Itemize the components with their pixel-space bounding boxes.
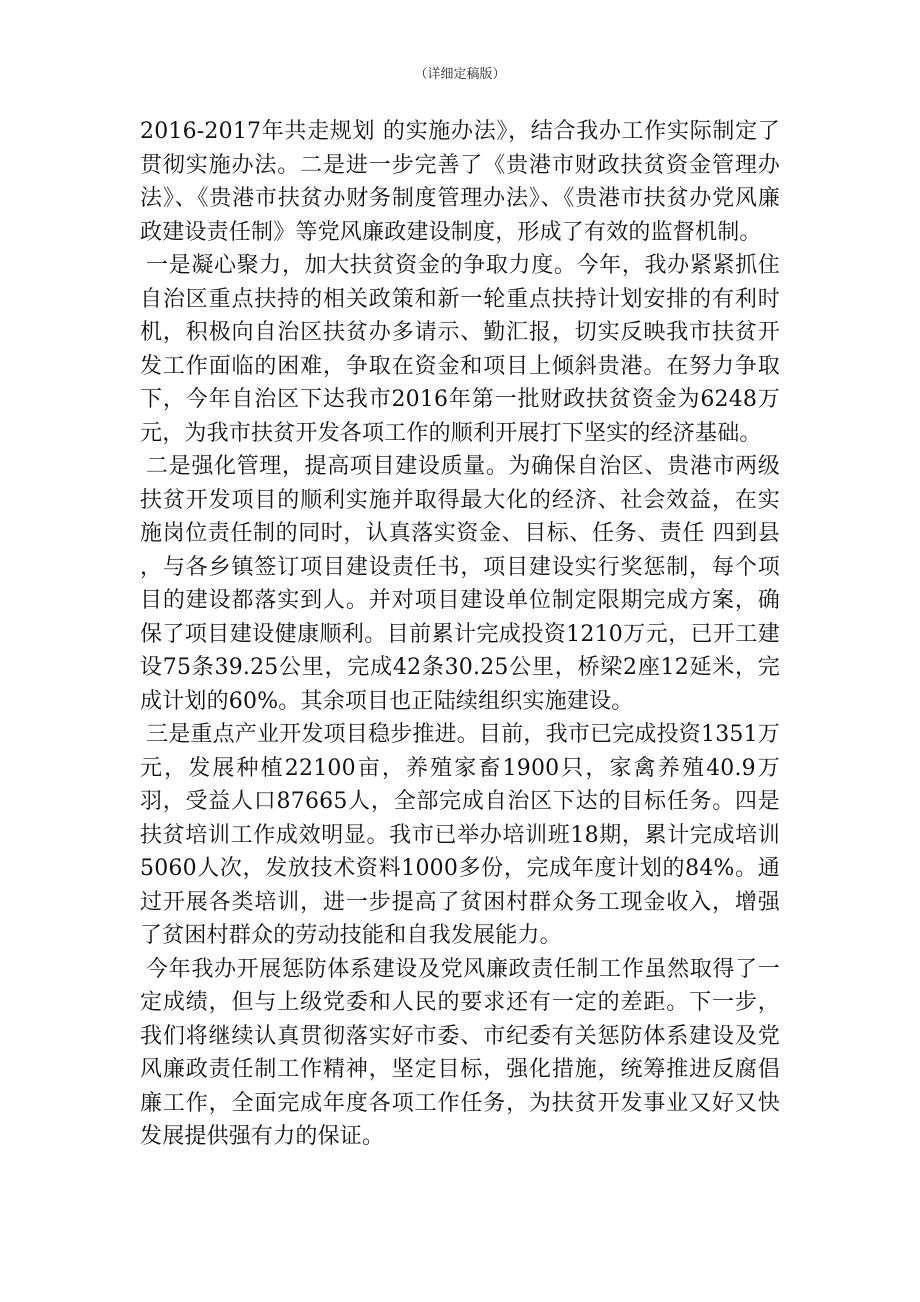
header-note: （详细定稿版）	[414, 67, 506, 82]
document-body	[140, 115, 780, 1154]
paragraph-5: 今年我办开展惩防体系建设及党风廉政责任制工作虽然取得了一定成绩，但与上级党委和人民的要求还有一定的差距。下一步，我们将继续认真贯彻落实好市委、市纪委有关惩防体系建设及党风廉政责任制工作精神，坚定目标，强化措施，统筹推进反腐倡廉工作，全面完成年度各项工作任务，为扶贫开发事业又好又快发展提供强有力的保证。	[140, 956, 780, 1149]
paragraph-1: 2016-2017年共走规划 的实施办法》，结合我办工作实际制定了贯彻实施办法。二是进一步完善了《贵港市财政扶贫资金管理办法》、《贵港市扶贫办财务制度管理办法》、《贵港市扶贫办党风廉政建设责任制》等党风廉政建设制度，形成了有效的监督机制。	[140, 119, 780, 245]
paragraph-4: 三是重点产业开发项目稳步推进。目前，我市已完成投资1351万元，发展种植22100亩，养殖家畜1900只，家禽养殖40.9万羽，受益人口87665人，全部完成自治区下达的目标任务。四是扶贫培训工作成效明显。我市已举办培训班18期，累计完成培训5060人次，发放技术资料1000多份，完成年度计划的84%。通过开展各类培训，进一步提高了贫困村群众务工现金收入，增强了贫困村群众的劳动技能和自我发展能力。	[140, 722, 780, 948]
paragraph-3: 二是强化管理，提高项目建设质量。为确保自治区、贵港市两级扶贫开发项目的顺利实施并取得最大化的经济、社会效益，在实施岗位责任制的同时，认真落实资金、目标、任务、责任 四到县 ，与各乡镇签订项目建设责任书，项目建设实行奖惩制，每个项目的建设都落实到人。并对项目建设单位制定限期完成方案，确保了项目建设健康顺利。目前累计完成投资1210万元，已开工建设75条39.25公里，完成42条30.25公里，桥梁2座12延米，完成计划的60%。其余项目也正陆续组织实施建设。	[140, 454, 780, 714]
paragraph-2: 一是凝心聚力，加大扶贫资金的争取力度。今年，我办紧紧抓住自治区重点扶持的相关政策和新一轮重点扶持计划安排的有利时机，积极向自治区扶贫办多请示、勤汇报，切实反映我市扶贫开发工作面临的困难，争取在资金和项目上倾斜贵港。在努力争取下，今年自治区下达我市2016年第一批财政扶贫资金为6248万元，为我市扶贫开发各项工作的顺利开展打下坚实的经济基础。	[140, 253, 780, 446]
